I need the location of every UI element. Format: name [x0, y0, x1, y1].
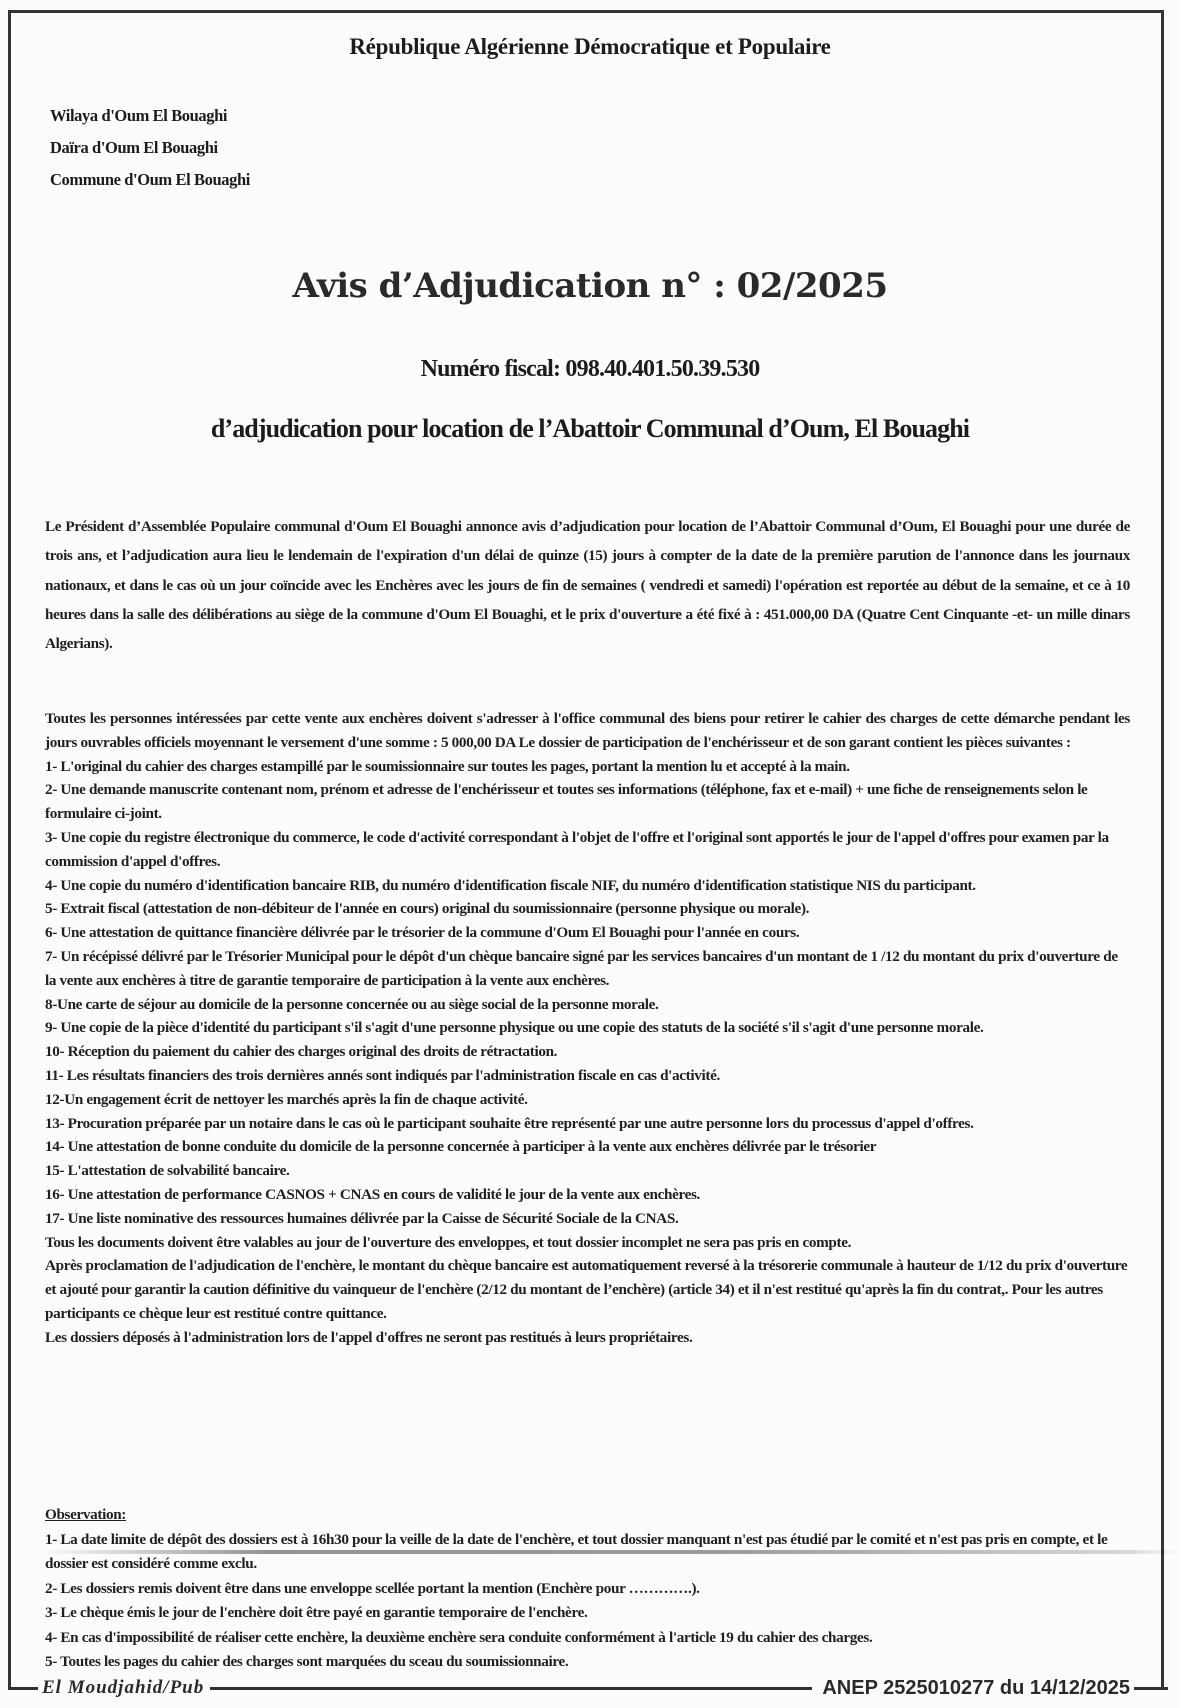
condition-item: 11- Les résultats financiers des trois dernières annés sont indiqués par l'administration fiscale en cas d'activité. [45, 1066, 720, 1084]
daira-line: Daïra d'Oum El Bouaghi [50, 138, 218, 157]
condition-item: 1- L'original du cahier des charges estampillé par le soumissionnaire sur toutes les pages, portant la mention lu et accepté à la main. [45, 757, 850, 775]
condition-item: 4- Une copie du numéro d'identification bancaire RIB, du numéro d'identification fiscale NIF, du numéro d'identification statistique NIS du participant. [45, 876, 976, 894]
condition-item: 3- Une copie du registre électronique du commerce, le code d'activité correspondant à l'objet de l'offre et l'original sont apportés le jour de l'appel d'offres pour examen par la commission d'appel d'offres. [45, 828, 1109, 870]
closing-note: Tous les documents doivent être valables au jour de l'ouverture des enveloppes, et tout dossier incomplet ne sera pas pris en compte. [45, 1233, 852, 1251]
condition-item: 2- Une demande manuscrite contenant nom, prénom et adresse de l'enchérisseur et toutes ses informations (téléphone, fax et e-mail) + une fiche de renseignements selon le formulaire ci-joint. [45, 781, 1088, 823]
condition-item: 14- Une attestation de bonne conduite du domicile de la personne concernée à participer à la vente aux enchères délivrée par le trésorier [45, 1138, 877, 1156]
observation-section [45, 1503, 1130, 1675]
closing-note: Après proclamation de l'adjudication de l'enchère, le montant du chèque bancaire est automatiquement reversé à la trésorerie communale à hauteur de 1/12 du prix d'ouverture et ajouté pour garantir la caution définitive du vainqueur de l'enchère (2/12 du montant de l’enchère) (article 34) et il n'est restitué qu'après la fin du contrat,. Pour les autres participants ce chèque leur est restitué contre quittance. [45, 1257, 1128, 1322]
scan-artifact-line [40, 1550, 1180, 1554]
condition-item: 17- Une liste nominative des ressources humaines délivrée par la Caisse de Sécurité Sociale de la CNAS. [45, 1209, 679, 1227]
intro-text: Le Président d’Assemblée Populaire communal d'Oum El Bouaghi annonce avis d’adjudication pour location de l’Abattoir Communal d’Oum, El Bouaghi pour une durée de trois ans, et l’adjudication aura lieu le lendemain de l'expiration d'un délai de quinze (15) jours à compter de la date de la première parution de l'annonce dans les journaux nationaux, et dans le cas où un jour coïncide avec les Enchères avec les jours de fin de semaines ( vendredi et samedi) l'opération est reportée au début de la semaine, et ce à 10 heures dans la salle des délibérations au siège de la commune d'Oum El Bouaghi, et le prix d'ouverture a été fixé à : 451.000,00 DA (Quatre Cent Cinquante -et- un mille dinars Algerians). [45, 518, 1130, 653]
conditions-section [45, 707, 1130, 1350]
commune-line: Commune d'Oum El Bouaghi [50, 170, 250, 189]
closing-note: Les dossiers déposés à l'administration lors de l'appel d'offres ne seront pas restitués à leurs propriétaires. [45, 1328, 693, 1346]
wilaya-line: Wilaya d'Oum El Bouaghi [50, 106, 228, 125]
republic-heading: République Algérienne Démocratique et Populaire [349, 34, 831, 59]
condition-item: 15- L'attestation de solvabilité bancaire. [45, 1162, 290, 1180]
fiscal-number: Numéro fiscal: 098.40.401.50.39.530 [420, 356, 760, 382]
anep-reference: ANEP 2525010277 du 14/12/2025 [822, 1676, 1130, 1699]
condition-item: 7- Un récépissé délivré par le Trésorier Municipal pour le dépôt d'un chèque bancaire signé par les services bancaires d'un montant de 1 /12 du montant du prix d'ouverture de la vente aux enchères à titre de garantie temporaire de participation à la vente aux enchères. [45, 947, 1118, 989]
observation-item: 4- En cas d'impossibilité de réaliser cette enchère, la deuxième enchère sera conduite conformément à l'article 19 du cahier des charges. [45, 1628, 873, 1646]
administrative-header [50, 100, 250, 196]
condition-item: 6- Une attestation de quittance financière délivrée par le trésorier de la commune d'Oum El Bouaghi pour l'année en cours. [45, 924, 800, 942]
footer-rule-right [1134, 1687, 1168, 1690]
footer-rule-left [8, 1687, 38, 1690]
conditions-intro: Toutes les personnes intéressées par cette vente aux enchères doivent s'adresser à l'office communal des biens pour retirer le cahier des charges de cette démarche pendant les jours ouvrables officiels moyennant le versement d'une somme : 5 000,00 DA Le dossier de participation de l'enchérisseur et de son garant contient les pièces suivantes : [45, 710, 1130, 751]
footer [8, 1670, 1168, 1706]
observation-item: 1- La date limite de dépôt des dossiers est à 16h30 pour la veille de la date de l'enchère, et tout dossier manquant n'est pas étudié par le comité et n'est pas pris en compte, et le dossier est considéré comme exclu. [45, 1530, 1108, 1572]
condition-item: 8-Une carte de séjour au domicile de la personne concernée ou au siège social de la personne morale. [45, 995, 659, 1013]
observation-item: 2- Les dossiers remis doivent être dans une enveloppe scellée portant la mention (Enchère pour ………….). [45, 1579, 700, 1597]
condition-item: 5- Extrait fiscal (attestation de non-débiteur de l'année en cours) original du soumissionnaire (personne physique ou morale). [45, 900, 810, 918]
notice-subject: d’adjudication pour location de l’Abattoir Communal d’Oum, El Bouaghi [210, 414, 970, 443]
condition-item: 13- Procuration préparée par un notaire dans le cas où le participant souhaite être représenté par une autre personne lors du processus d'appel d'offres. [45, 1114, 974, 1132]
condition-item: 16- Une attestation de performance CASNOS + CNAS en cours de validité le jour de la vente aux enchères. [45, 1185, 700, 1203]
observation-item: 5- Toutes les pages du cahier des charges sont marquées du sceau du soumissionnaire. [45, 1653, 569, 1670]
condition-item: 9- Une copie de la pièce d'identité du participant s'il s'agit d'une personne physique ou une copie des statuts de la société s'il s'agit d'une personne morale. [45, 1019, 984, 1037]
observation-item: 3- Le chèque émis le jour de l'enchère doit être payé en garantie temporaire de l'enchère. [45, 1604, 588, 1621]
publication-credit: El Moudjahid/Pub [42, 1677, 205, 1698]
condition-item: 10- Réception du paiement du cahier des charges original des droits de rétractation. [45, 1043, 558, 1061]
intro-paragraph [45, 512, 1130, 658]
footer-rule-middle [210, 1687, 812, 1690]
notice-title: Avis d’Adjudication n° : 02/2025 [292, 266, 888, 306]
condition-item: 12-Un engagement écrit de nettoyer les marchés après la fin de chaque activité. [45, 1090, 528, 1108]
observation-title: Observation: [45, 1506, 127, 1523]
